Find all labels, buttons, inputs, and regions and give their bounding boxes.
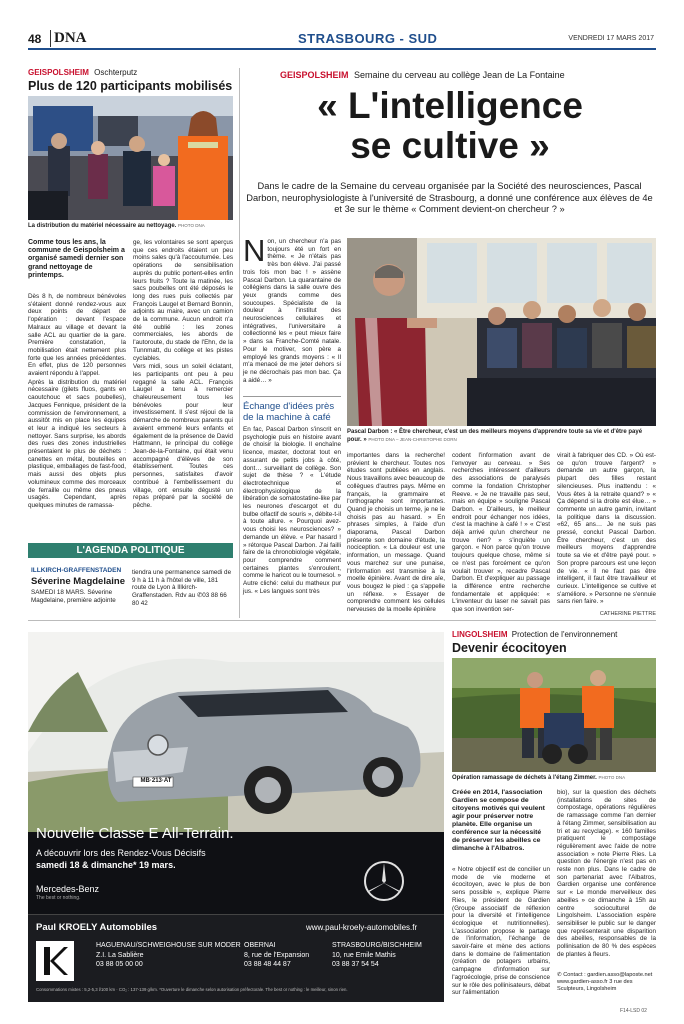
- loc3: STRASBOURG/BISCHHEIM 10, rue Emile Mathis 03 88 37 54 54: [332, 942, 422, 968]
- footer-code: F14-LSD 02: [620, 1008, 647, 1014]
- left-kicker: GEISPOLSHEIM: [28, 68, 89, 77]
- main-col4: virait à fabriquer des CD. » Où est-ce qu'on trouve l'argent? » demande un autre garçon, la plupart des filles restant silencieuses. Plus inattendu : « Vous êtes à la retraite quand? » « Ça dépend si la droite est élue… » commente un autre gamin, invitant la politique dans la discussion. «62, 65 ans… Je ne suis pas pressé, conclut Pascal Darbon. Être chercheur, c'est un des meilleurs moyens d'apprendre toute sa vie et d'être payé pour. » Son propre parcours est une leçon de vie. « Il ne faut pas être intelligent, il faut être travailleur et curieux. L'intelligence se cultive et s'améliore. » Personne ne s'ennuie sans rien faire. »: [557, 452, 656, 606]
- main-kicker-line: [280, 70, 650, 80]
- car-illustration: [28, 632, 444, 832]
- agenda-title: L'AGENDA POLITIQUE: [28, 543, 233, 558]
- agenda-name: Séverine Magdelaine: [31, 576, 125, 587]
- ad-brand: Mercedes-Benz: [36, 884, 100, 894]
- left-lead: Comme tous les ans, la commune de Geispolsheim a organisé samedi dernier son grand nettoyage de printemps.: [28, 239, 125, 279]
- loc2: OBERNAI 8, rue de l'Expansion 03 88 48 44 87: [244, 942, 310, 968]
- right-kicker-line: [452, 630, 656, 639]
- main-title: « L'intelligence se cultive »: [317, 85, 583, 166]
- ad-model: Nouvelle Classe E All-Terrain.: [36, 825, 234, 842]
- main-col1-end: En fac, Pascal Darbon s'inscrit en psychologie puis en histoire avant de choisir la biologie. Il enchaîne licence, master, doctorat tout en assurant de petits jobs à côté, dont… surveillant de collège. Son sujet de thèse ? « L'étude électrotechnique et électrophysiologique de la libération de somatostatine-like par les neurones d'escargot et du bulbe olfactif de souris », débite-t-il à toute allure. « Pourquoi avez-vous choisi les neurosciences? » demande un élève. « Par hasard ! » rétorque Pascal Darbon. J'ai failli faire de la chronobiologie végétale, pour comprendre comment certaines plantes s'enroulent, comme le haricot ou le tournesol. » Autre cliché: celui du matheux pur jus. « Les langues sont très: [243, 426, 342, 595]
- date: VENDREDI 17 MARS 2017: [568, 35, 654, 42]
- ad-legal: Consommations mixtes : 5,2-5,3 l/100 km · CO₂ : 137-139 g/km. *Ouverture le dimanche selon autorisation préfectorale. The best or nothing : le meilleur, sinon rien.: [36, 987, 348, 992]
- main-kicker: GEISPOLSHEIM: [280, 70, 349, 80]
- main-kicker-text: Semaine du cerveau au collège Jean de La Fontaine: [354, 70, 565, 80]
- car-plate: MB·213·AT: [140, 778, 172, 784]
- dealer-website: www.paul-kroely-automobiles.fr: [306, 923, 418, 932]
- dropcap: N: [243, 233, 266, 268]
- header-rule: [28, 48, 656, 50]
- ad-line2: samedi 18 & dimanche* 19 mars.: [36, 860, 176, 870]
- left-article: [28, 68, 233, 93]
- main-caption: Pascal Darbon : « Être chercheur, c'est un des meilleurs moyens d'apprendre toute sa vie et d'être payé pour. » PHOTO DNA – JEAN-CHRISTOPHE DORN: [347, 429, 643, 443]
- section-divider: [28, 620, 656, 621]
- agenda-text1: SAMEDI 18 MARS. Séverine Magdelaine, première adjointe: [31, 589, 116, 604]
- contact-icon: ✆: [557, 972, 564, 978]
- section-title: STRASBOURG - SUD: [298, 31, 438, 46]
- agenda-text2: tiendra une permanence samedi de 9 h à 11 h à l'hôtel de ville, 181 route de Lyon à Illkirch-Graffenstaden. Rdv au ✆03 88 66 80 42: [132, 569, 232, 607]
- agenda-box: [28, 543, 233, 613]
- loc1: HAGUENAU/SCHWEIGHOUSE SUR MODER Z.I. La Sablière 03 88 05 00 00: [96, 942, 241, 968]
- main-subhead: Échange d'idées près de la machine à café: [243, 396, 341, 423]
- main-col1-start: N on, un chercheur n'a pas toujours été un fort en thème. « Je n'étais pas très bon élève. J'ai passé trois fois mon bac ! » assène Pascal Darbon. La quarantaine de collégiens dans la salle ouvre des yeux grands comme des soucoupes. Spécialiste de la douleur à l'institut des neurosciences cellulaires et intégratives, l'universitaire a collectionné les « peut mieux faire » dans sa Franche-Comté natale. Pour le motiver, son père a employé les grands moyens : « Il m'a menacé de me jeter dehors si je ne décrochais pas mon bac. Ça a aidé… »: [243, 233, 341, 384]
- right-lead: Créée en 2014, l'association Gardien se compose de citoyens motivés qui veulent agir pour préserver notre planète. Elle organise un conférence sur la nécessité de préserver les abeilles ce dimanche à l'Albatros.: [452, 789, 545, 852]
- main-photo: [347, 238, 656, 426]
- left-title: Plus de 120 participants mobilisés: [28, 79, 233, 93]
- right-col2: bio), sur la question des déchets (installations de sites de compostage, opérations régulières de ramassage comme l'an dernier à l'étang Zimmer, sensibilisation au tri et au recyclage). « 160 familles pratiquent le compostage régulièrement avec l'aide de notre association » note Pierre Ries. La question de l'énergie n'est pas en reste non plus. Dans le cadre de son partenariat avec l'Albatros, Gardien organise une conférence sur « Le monde merveilleux des abeilles » ce dimanche à 15h au centre socioculturel de Lingolsheim. L'association espère sensibiliser le public sur le danger que représenterait une disparition des abeilles, responsables de la pollinisation de 80 % des espèces de plantes à fleurs.: [557, 789, 656, 958]
- left-photo: [28, 96, 233, 220]
- main-chapo: Dans le cadre de la Semaine du cerveau organisée par la Société des neurosciences, Pascal Darbon, neurophysiologiste à l'université de Strasbourg, a donné une conférence aux élèves de 4e et 3e sur le thème « Comment devient-on chercheur ? »: [246, 181, 653, 215]
- dna-logo: DNA: [50, 30, 87, 47]
- main-col3: codent l'information avant de l'envoyer au cerveau. » Ses recherches intéressent d'ailleurs des associations de paralysés comme la fondation Christopher Reeve. « Je ne travaille pas seul, mais en équipe » souligne Pascal Darbon. « D'ailleurs, le meilleur endroit pour échanger nos idées, c'est la machine à café ! » « C'est déjà arrivé qu'un chercheur ne trouve rien? » s'inquiète un garçon. « Non parce qu'on trouve toujours quelque chose, même si ce n'est pas forcément ce qu'on voulait trouver », recadre Pascal Darbon. Et d'expliquer au passage la différence entre recherche fondamentale et appliquée: « L'inventeur du laser ne savait pas que son invention ser-: [452, 452, 550, 614]
- kroely-logo-icon: [36, 941, 74, 981]
- right-photo: [452, 658, 656, 772]
- right-contact: ✆ Contact : gardien.asso@laposte.net www.gardien-asso.fr 3 rue des Sculpteurs, Lingolsheim: [557, 972, 653, 992]
- page-header: [28, 30, 656, 48]
- right-col1: « Notre objectif est de concilier un mode de vie moderne et écocitoyen, avec le plus de bon sens possible », explique Pierre Ries, le président de Gardien (Groupe associatif de réflexion pour la diversité et l'intelligence écologique et nutritionnelles). L'association propose le partage de l'information, l'échange de savoir-faire et mène des actions dans le domaine de l'alimentation (création de potagers urbains, campagne d'information sur l'agroécologie, prise de conscience sur le rôle des pollinisateurs, débat sur l'alimentation: [452, 866, 550, 997]
- ad-tagline: The best or nothing.: [36, 895, 81, 901]
- left-caption: La distribution du matériel nécessaire au nettoyage. PHOTO DNA: [28, 223, 205, 229]
- column-divider: [239, 68, 240, 618]
- mercedes-star-icon: [363, 860, 405, 902]
- cleanup-photo-illustration: [452, 658, 656, 772]
- mercedes-ad: [28, 632, 444, 1002]
- dealer-name: Paul KROELY Automobiles: [36, 922, 158, 933]
- dealer-band: [28, 914, 444, 1002]
- left-kicker-place: Oschterputz: [94, 68, 138, 77]
- volunteers-photo-illustration: [28, 96, 233, 220]
- right-title: Devenir écocitoyen: [452, 641, 567, 655]
- left-col1: Dès 8 h, de nombreux bénévoles s'étaient donné rendez-vous aux deux points de départ de l'opération : devant l'espace Malraux au village et devant la salle ACL au quartier de la gare. Première constatation, la mobilisation était nettement plus forte que les années précédentes. En effet, plus de 120 personnes avaient répondu à l'appel. Après la distribution du matériel nécessaire (gilets fluos, gants en caoutchouc et sacs poubelles), Jacques Fennique, président de la commission de l'environnement, a aussitôt mis en place les équipes et leur a indiqué les secteurs à nettoyer. Sans surprise, les abords des rues des zones industrielles présentaient le plus de déchets : canettes en métal, bouteilles en plastique, emballages de fast-food, mais aussi des objets plus volumineux comme des morceaux de ferraille ou même des pneus usagés. Cependant, après quelques minutes de ramassa-: [28, 293, 126, 509]
- agenda-place: ILLKIRCH-GRAFFENSTADEN: [31, 567, 122, 574]
- dealer-logo: [36, 941, 74, 981]
- classroom-photo-illustration: [347, 238, 656, 426]
- right-caption: Opération ramassage de déchets à l'étang Zimmer. PHOTO DNA: [452, 775, 626, 781]
- ad-line1: A découvrir lors des Rendez-Vous Décisifs: [36, 848, 206, 858]
- right-kicker-text: Protection de l'environnement: [511, 630, 618, 639]
- left-col2: ge, les volontaires se sont aperçus que ces endroits étaient un peu moins sales qu'à l'accoutumée. Les opérations de sensibilisation auprès du public portent-elles enfin leurs fruits ? Toute la matinée, les sacs poubelles ont été déposés le long des rues puis collectés par François Laugel et Bernard Bonnin, adjoints au maire, avec un camion de la commune. Aucun endroit n'a été oublié : les zones commerciales, les abords de l'autoroute, du stade de l'Ehn, de la Tunnmatt, du collège et les pistes cyclables. Vers midi, sous un soleil éclatant, les participants ont peu à peu regagné la salle ACL. François Laugel a tenu à remercier chaleureusement tous les bénévoles pour leur investissement. Il s'est réjoui de la démarche de nombreux parents qui avaient emmené leurs enfants et également de la présence de David Hattmann, le principal du collège Jean-de-la-Fontaine, qui était venu accompagné d'élèves de son établissement. Toutes ces personnes, satisfaites d'avoir contribué à l'embellissement du village, ont ensuite dégusté un repas préparé par la société de pêche.: [133, 239, 233, 509]
- main-author: CATHERINE PIETTRE: [599, 611, 656, 617]
- right-kicker: LINGOLSHEIM: [452, 630, 508, 639]
- page-number: 48: [28, 32, 42, 46]
- main-col2: importantes dans la recherche! prévient le chercheur. Toutes nos études sont publiées en anglais. Nous travaillons avec beaucoup de collègues d'autres pays. Même en français, la grammaire et l'orthographe sont importantes. Quand je choisis un terme, je ne le choisis pas au hasard. » En phrases simples, à l'aide d'un diaporama, Pascal Darbon présente son domaine d'étude, la nociception. « La douleur est une information, un message. Quand vous marchez sur une punaise, l'information est transmise à la moelle épinière. Avant de dire aïe, vous bougez le pied : ça s'appelle un réflexe. » Essayer de comprendre comment les cellules nerveuses de la moelle épinière: [347, 452, 446, 614]
